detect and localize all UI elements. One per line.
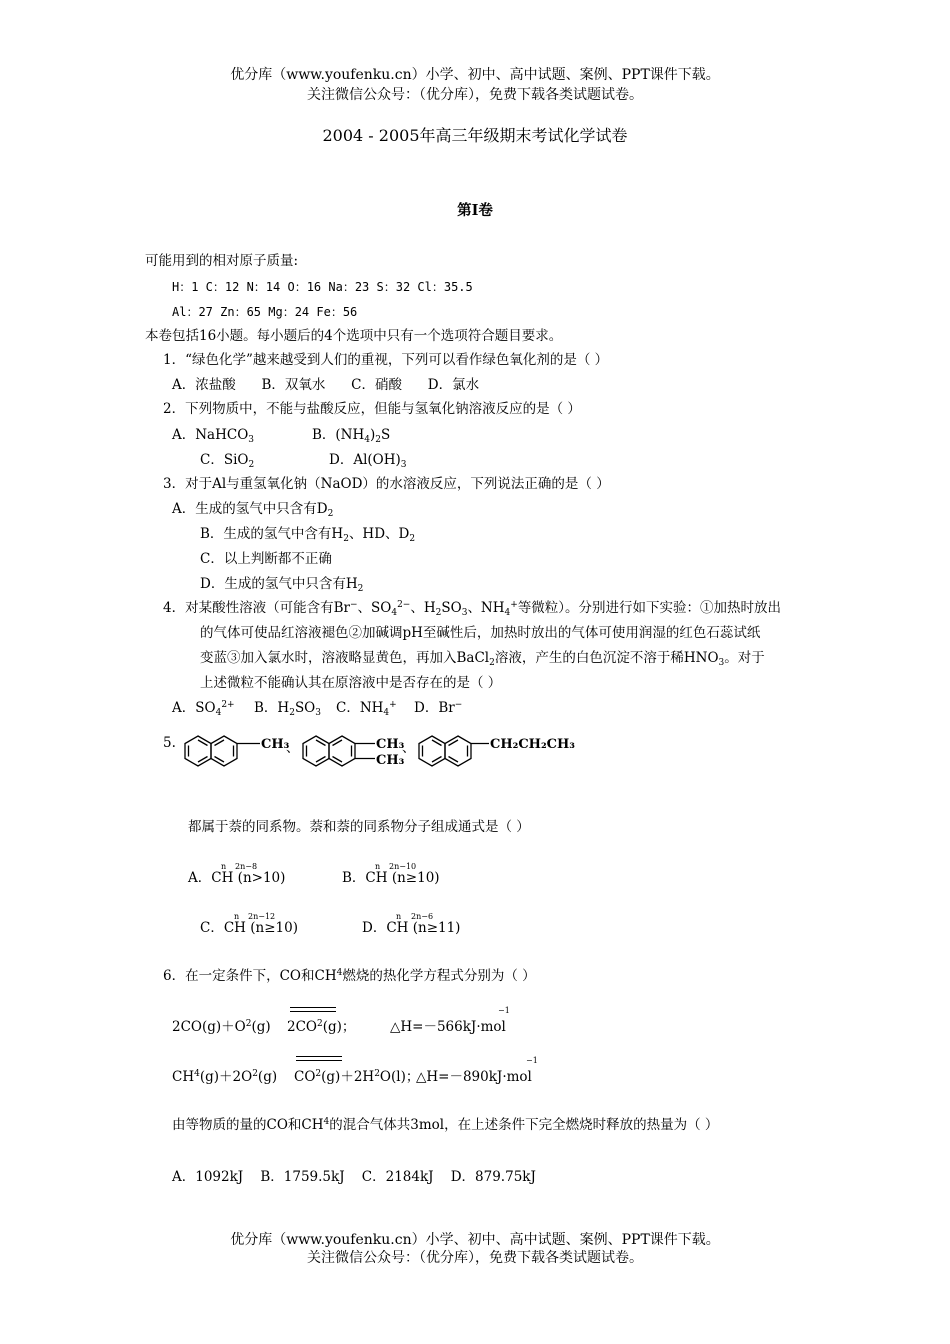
section-title: 第Ⅰ卷 bbox=[457, 202, 493, 219]
q6-eq1-enthalpy: △H=－566kJ·mol bbox=[390, 1019, 506, 1035]
struct3-propyl: CH₂CH₂CH₃ bbox=[490, 737, 575, 752]
q5-d-sub: 2n−6 bbox=[411, 912, 434, 921]
q5-d-n: n bbox=[396, 912, 402, 921]
q5-number: 5. bbox=[163, 735, 176, 751]
q4-stem-line-4: 上述微粒不能确认其在原溶液中是否存在的是（ ） bbox=[200, 675, 502, 691]
q5-stem: 都属于萘的同系物。萘和萘的同系物分子组成通式是（ ） bbox=[188, 819, 530, 835]
q4-stem-line-3: 变蓝③加入氯水时，溶液略显黄色，再加入BaCl$_2$溶液，产生的白色沉淀不溶于稀$HNO_3$。对于 bbox=[200, 650, 765, 668]
q4-option-c: C．$NH_4^+$ bbox=[336, 700, 397, 718]
footer-line-2: 关注微信公众号：（优分库），免费下载各类试题试卷。 bbox=[307, 1250, 643, 1266]
instructions: 本卷包括16小题。每小题后的4个选项中只有一个选项符合题目要求。 bbox=[145, 328, 563, 344]
q6-eq2-arrow-bottom bbox=[296, 1060, 342, 1061]
atomic-mass-line-2: Al：27 Zn：65 Mg：24 Fe：56 bbox=[172, 305, 358, 319]
q6-eq1-exp: −1 bbox=[498, 1006, 510, 1015]
atomic-mass-label: 可能用到的相对原子质量: bbox=[145, 253, 299, 269]
q5-b-n: n bbox=[375, 862, 381, 871]
header-line-2: 关注微信公众号：（优分库），免费下载各类试题试卷。 bbox=[307, 87, 643, 103]
page-title: 2004 - 2005年高三年级期末考试化学试卷 bbox=[322, 126, 628, 145]
struct-separator-2: 、 bbox=[402, 741, 416, 756]
q2-stem: 2．下列物质中，不能与盐酸反应，但能与氢氧化钠溶液反应的是（ ） bbox=[163, 401, 581, 417]
q6-eq1-reactants: $2CO(g)+O^2(g)$ bbox=[172, 1019, 271, 1035]
q3-option-b: B．生成的氢气中含有$H_2$、HD、$D_2$ bbox=[200, 526, 416, 544]
q1-options: A．浓盐酸 B．双氧水 C．硝酸 D．氯水 bbox=[172, 377, 480, 393]
q6-question: 由等物质的量的CO和$CH^4$的混合气体共3mol，在上述条件下完全燃烧时释放的热量为（ ） bbox=[172, 1117, 719, 1133]
atomic-mass-line-1: H：1 C：12 N：14 O：16 Na：23 S：32 Cl：35.5 bbox=[172, 280, 473, 294]
q3-option-a: A．生成的氢气中只含有$D_2$ bbox=[172, 501, 334, 519]
q6-options: A．1092kJ B．1759.5kJ C．2184kJ D．879.75kJ bbox=[172, 1169, 536, 1185]
q6-eq2-products: $CO^2(g)+2H^2O(l)$； bbox=[294, 1069, 420, 1085]
q2-option-c: C．SiO$_2$ bbox=[200, 452, 255, 470]
q4-stem-line-1: 4．对某酸性溶液（可能含有Br−、$SO_4^{2-}$、$H_2SO_3$、$NH_4^+$等微粒）。分别进行如下实验：①加热时放出 bbox=[163, 600, 782, 618]
q4-option-d: D．Br− bbox=[414, 700, 463, 716]
q4-option-b: B．$H_2SO_3$ bbox=[254, 700, 321, 718]
struct2-methyl-2: CH₃ bbox=[376, 753, 405, 768]
q4-stem-line-2: 的气体可使品红溶液褪色②加碱调pH至碱性后，加热时放出的气体可使用润湿的红色石蕊试纸 bbox=[200, 625, 761, 641]
q2-option-b: B．$(NH_4)_2S$ bbox=[312, 427, 391, 445]
q3-option-c: C．以上判断都不正确 bbox=[200, 551, 332, 567]
q2-option-a: A．NaHCO$_3$ bbox=[172, 427, 255, 445]
q5-option-a: A．CH (n>10) bbox=[188, 870, 286, 886]
q4-option-a: A．$SO_4^{2+}$ bbox=[172, 700, 235, 718]
footer-line-1: 优分库（www.youfenku.cn）小学、初中、高中试题、案例、PPT课件下载。 bbox=[230, 1232, 720, 1248]
struct2-methyl-1: CH₃ bbox=[376, 737, 405, 752]
q5-c-sub: 2n−12 bbox=[248, 912, 276, 921]
q6-eq2-reactants: $CH^4(g)+2O^2(g)$ bbox=[172, 1069, 278, 1085]
q6-eq2-exp: −1 bbox=[526, 1056, 538, 1065]
q5-option-b: B．CH (n≥10) bbox=[342, 870, 440, 886]
q6-eq1-arrow-top bbox=[290, 1007, 336, 1008]
structure-3-rings bbox=[419, 736, 489, 766]
q5-c-n: n bbox=[234, 912, 240, 921]
struct1-methyl: CH₃ bbox=[261, 737, 290, 752]
q6-stem: 6．在一定条件下，CO和$CH^4$燃烧的热化学方程式分别为（ ） bbox=[163, 968, 536, 984]
q6-eq1-arrow-bottom bbox=[290, 1011, 336, 1012]
naphthalene-structures bbox=[182, 728, 582, 784]
q6-eq2-enthalpy: △H=－890kJ·mol bbox=[416, 1069, 532, 1085]
q5-b-sub: 2n−10 bbox=[389, 862, 417, 871]
q6-eq2-arrow-top bbox=[296, 1056, 342, 1057]
q6-eq1-products: $2CO^2(g)$； bbox=[287, 1019, 356, 1035]
q3-option-d: D．生成的氢气中只含有$H_2$ bbox=[200, 576, 364, 594]
q5-a-n: n bbox=[221, 862, 227, 871]
q1-stem: 1．“绿色化学”越来越受到人们的重视，下列可以看作绿色氧化剂的是（ ） bbox=[163, 352, 609, 368]
q5-option-d: D．CH (n≥11) bbox=[362, 920, 461, 936]
header-line-1: 优分库（www.youfenku.cn）小学、初中、高中试题、案例、PPT课件下载。 bbox=[230, 67, 720, 83]
q2-option-d: D．$Al(OH)_3$ bbox=[329, 452, 407, 470]
q5-a-sub: 2n−8 bbox=[235, 862, 258, 871]
struct-separator-1: 、 bbox=[286, 741, 300, 756]
q5-option-c: C．CH (n≥10) bbox=[200, 920, 298, 936]
structure-2-rings bbox=[303, 736, 375, 766]
q3-stem: 3．对于Al与重氢氧化钠（NaOD）的水溶液反应，下列说法正确的是（ ） bbox=[163, 476, 610, 492]
structure-1-rings bbox=[185, 736, 260, 766]
